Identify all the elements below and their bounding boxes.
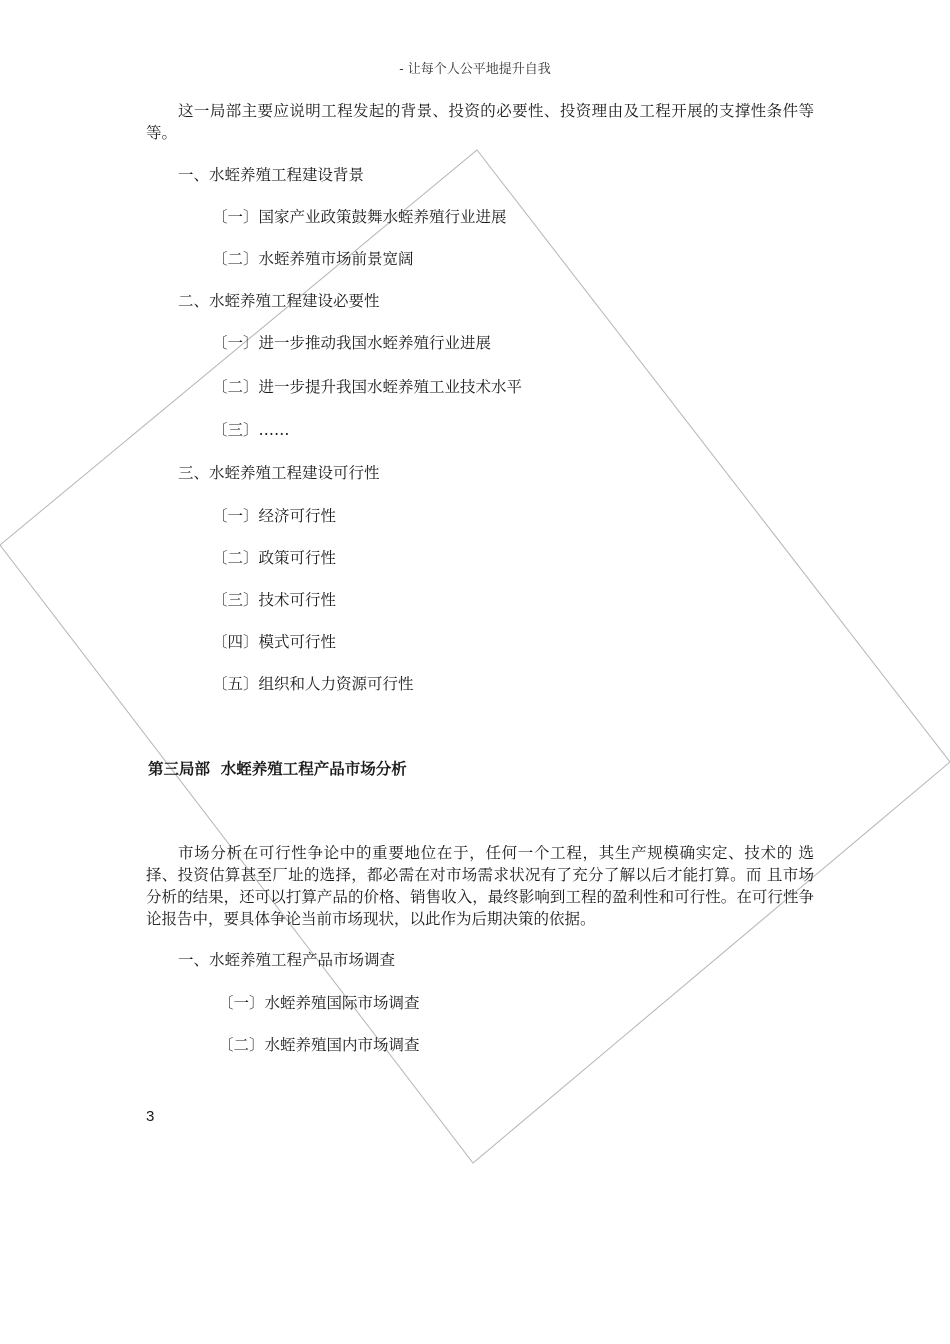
outline-item: 〔三〕…… — [212, 421, 290, 439]
outline-item: 〔二〕进一步提升我国水蛭养殖工业技术水平 — [212, 378, 523, 396]
outline-heading: 二、水蛭养殖工程建设必要性 — [178, 292, 380, 310]
outline-heading: 一、水蛭养殖工程建设背景 — [178, 166, 365, 184]
outline-item: 〔四〕模式可行性 — [212, 633, 337, 651]
outline-item: 〔二〕水蛭养殖市场前景宽阔 — [212, 250, 414, 268]
outline-item: 〔一〕进一步推动我国水蛭养殖行业进展 — [212, 334, 492, 352]
outline-item: 〔五〕组织和人力资源可行性 — [212, 675, 414, 693]
outline-item: 〔二〕水蛭养殖国内市场调查 — [218, 1036, 420, 1054]
outline-item: 〔一〕国家产业政策鼓舞水蛭养殖行业进展 — [212, 208, 507, 226]
intro-paragraph: 这一局部主要应说明工程发起的背景、投资的必要性、投资理由及工程开展的支撑性条件等等。 — [146, 102, 814, 142]
outline-heading: 一、水蛭养殖工程产品市场调查 — [178, 951, 396, 969]
page-number: 3 — [146, 1108, 155, 1125]
outline-heading: 三、水蛭养殖工程建设可行性 — [178, 464, 380, 482]
outline-item: 〔二〕政策可行性 — [212, 549, 337, 567]
section-title: 第三局部 水蛭养殖工程产品市场分析 — [148, 760, 407, 778]
outline-item: 〔一〕水蛭养殖国际市场调查 — [218, 994, 420, 1012]
page-header: - 让每个人公平地提升自我 — [399, 62, 551, 77]
outline-item: 〔三〕技术可行性 — [212, 591, 337, 609]
outline-item: 〔一〕经济可行性 — [212, 507, 337, 525]
market-analysis-paragraph: 市场分析在可行性争论中的重要地位在于，任何一个工程，其生产规模确实定、技术的 选择、投资估算甚至厂址的选择，都必需在对市场需求状况有了充分了解以后才能打算。而 且市场分析的结果，还可以打算产品的价格、销售收入，最终影响到工程的盈利性和可行性。在可行性争论报告中，要具体争论当前市场现状，以此作为后期决策的依据。 — [146, 844, 814, 928]
